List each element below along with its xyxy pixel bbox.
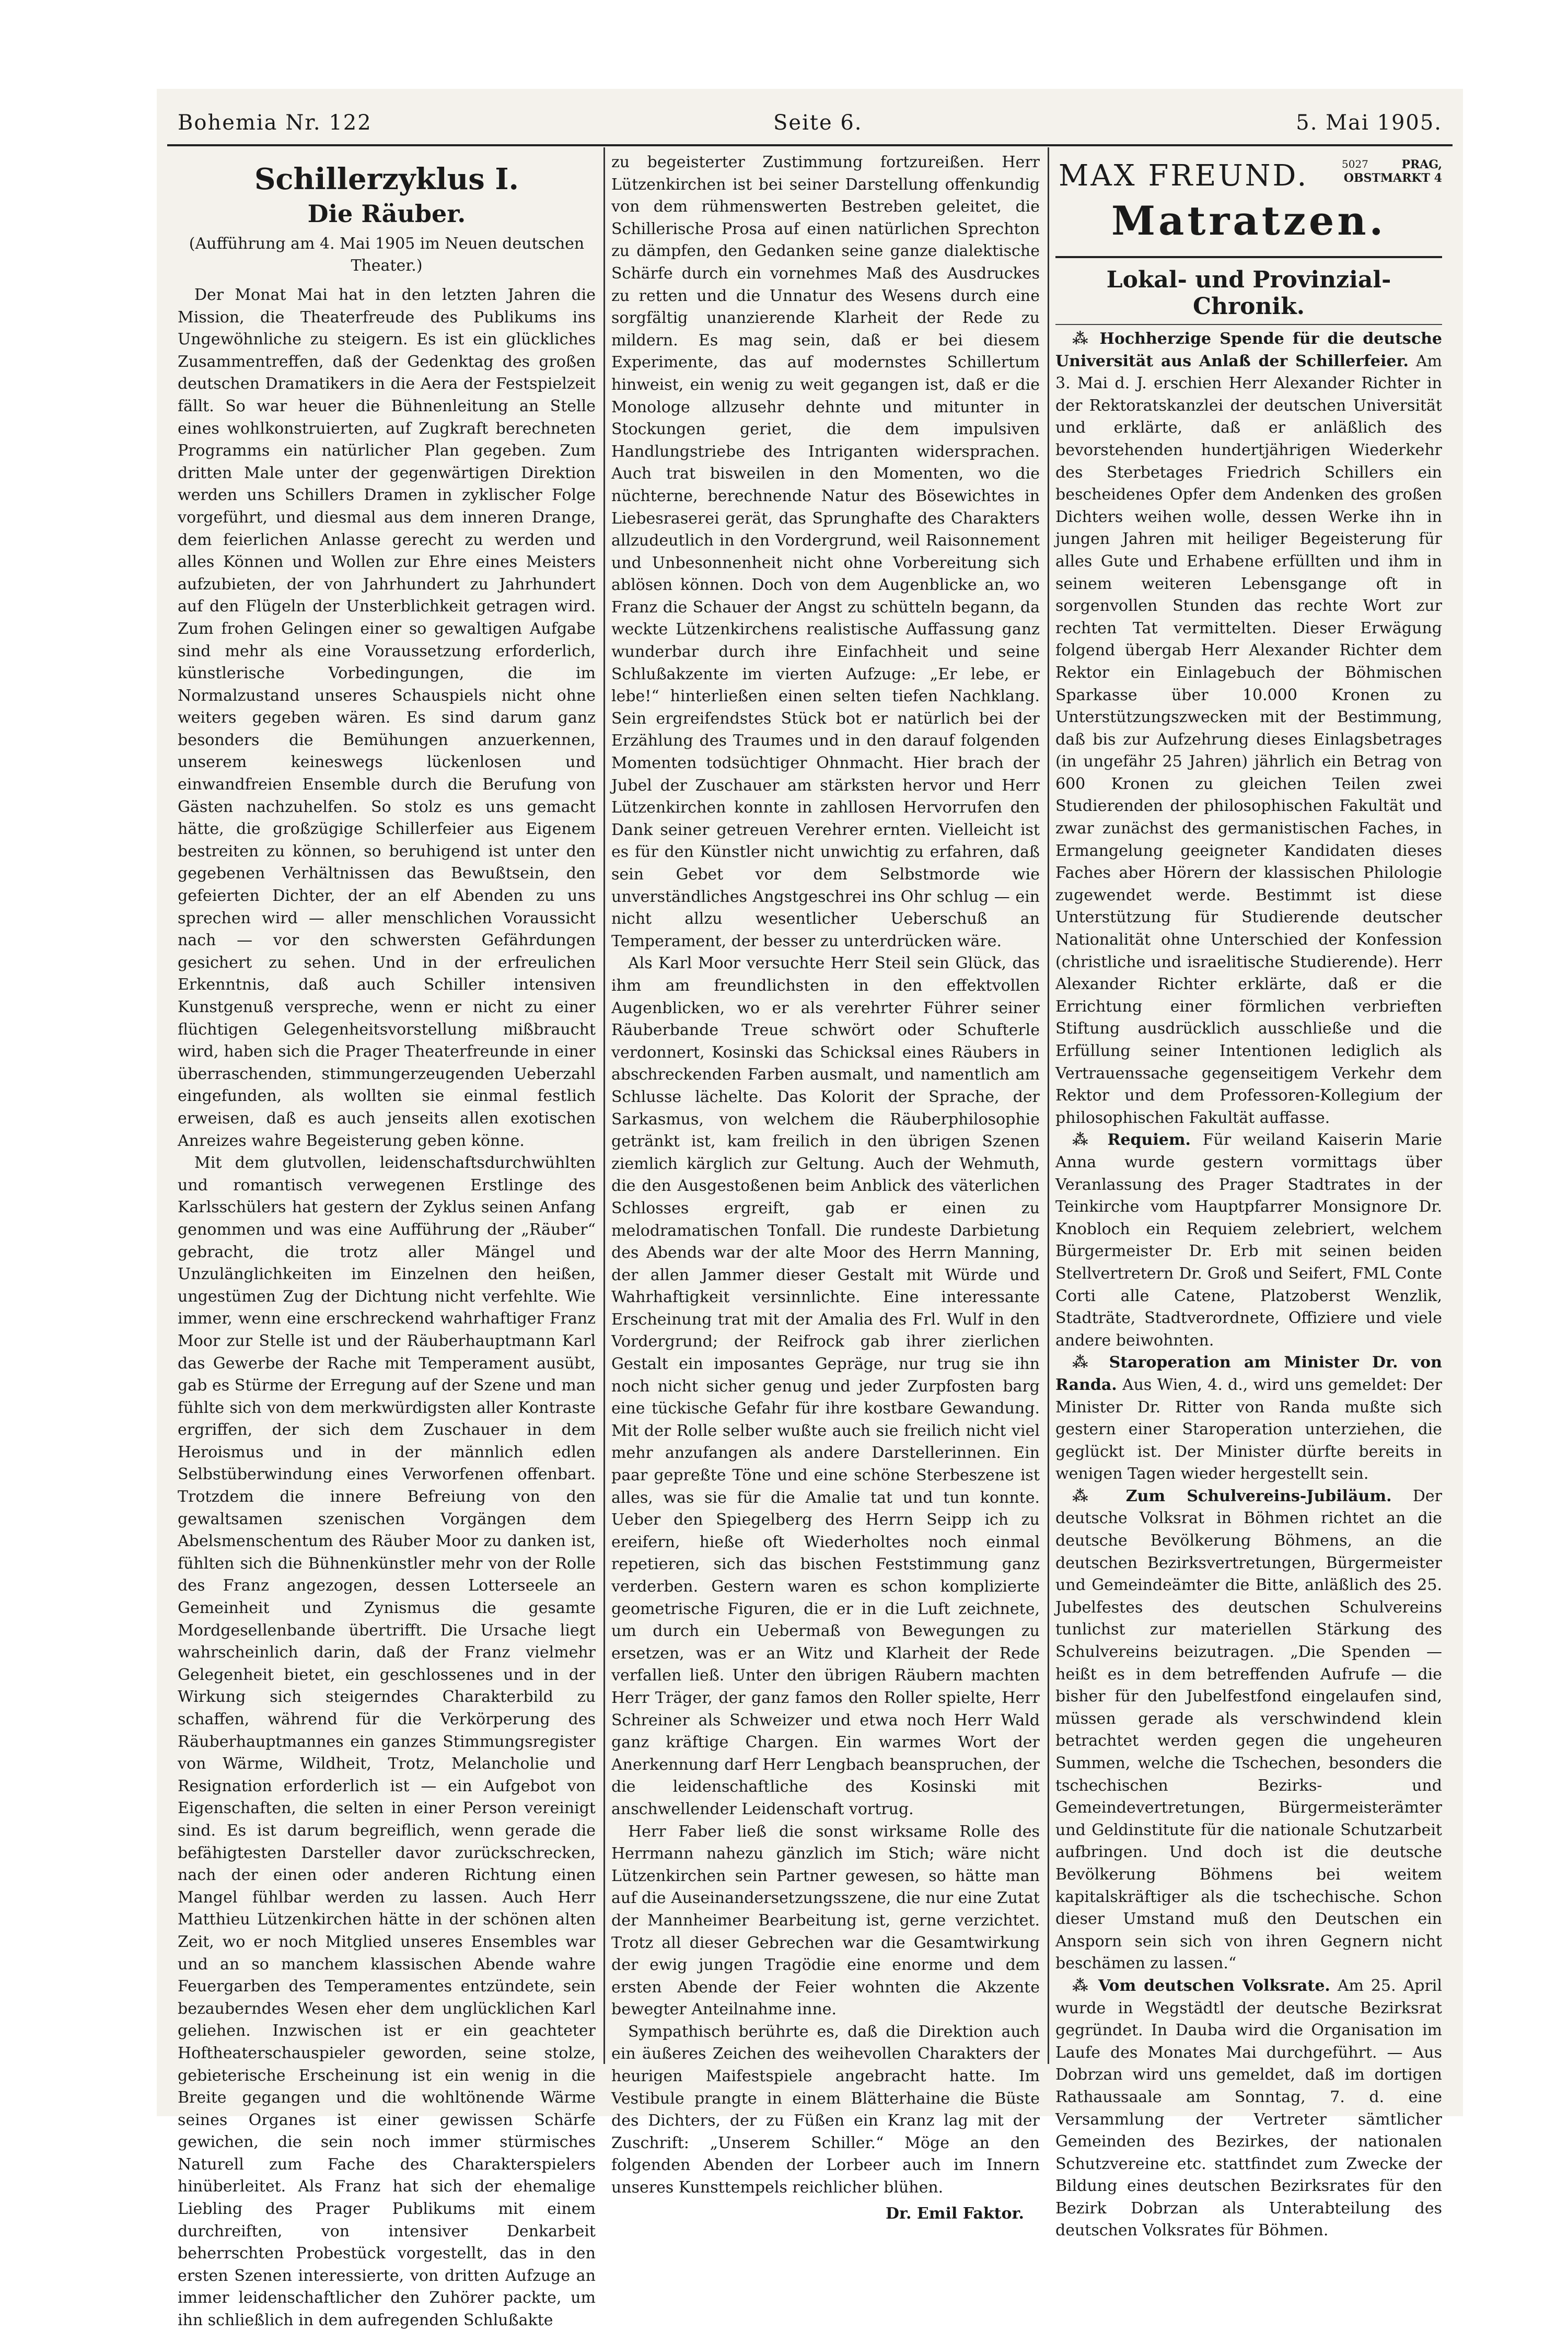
article-paragraph: Als Karl Moor versuchte Herr Steil sein Glück, das ihm am freundlichsten in den effektvollen Augenblicken, wo er als verehrter Führer seiner Räuberbande Treue schwört oder Schufterle verdonnert, Kosinski das Schicksal eines Räubers in abschreckenden Farben ausmalt, und namentlich am Schlusse lächelte. Das Kolorit der Sprache, der Sarkasmus, von welchem die Räuberphilosophie getränkt ist, kam freilich in den übrigen Szenen ziemlich kärglich zur Geltung. Auch der Wehmuth, die den Ausgestoßenen beim Anblick des väterlichen Schlosses ergreift, gab er einen zu melodramatischen Tonfall. Die rundeste Darbietung des Abends war der alte Moor des Herrn Manning, der allen Jammer dieser Gestalt mit Würde und Wahrhaftigkeit versinnlichte. Eine interessante Erscheinung trat mit der Amalia des Frl. Wulf in den Vordergrund; der Reifrock gab ihrer zierlichen Gestalt ein imposantes Gepräge, nur trug sie ihn noch nicht sicher genug und jeder Zurpfosten barg eine tückische Gefahr für ihre kostbare Gewandung. Mit der Rolle selber wußte auch sie freilich nicht viel mehr anzufangen als andere Darstellerinnen. Ein paar gepreßte Töne und eine schöne Sterbeszene ist alles, was sie für die Amalie tat und tun konnte. Ueber den Spiegelberg des Herrn Seipp ich zu ereifern, hieße oft Wiederholtes noch einmal repetieren, sich das bischen Feststimmung ganz verderben. Gestern waren es schon komplizierte geometrische Figuren, die er in die Luft zeichnete, um durch ein Uebermaß von Bewegungen zu ersetzen, was er an Witz und Klarheit der Rede verfallen ließ. Unter den übrigen Räubern machten Herr Träger, der ganz famos den Roller spielte, Herr Schreiner als Schweizer und etwa noch Herr Wald ganz kräftige Chargen. Ein warmes Wort der Anerkennung darf Herr Lengbach beanspruchen, der die leidenschaftliche des Kosinski mit anschwellender Leidenschaft vortrug.	[611, 954, 1040, 1818]
article-paragraph: Herr Faber ließ die sonst wirksame Rolle des Herrmann nahezu gänzlich im Stich; wäre nicht Lützenkirchen sein Partner gewesen, so hätte man auf die Auseinandersetzungsszene, die nur eine Zutat der Mannheimer Bearbeitung ist, gerne verzichtet. Trotz all dieser Gebrechen war die Gesamtwirkung der ewig jungen Tragödie eine enorme und dem ersten Abende der Feier wohnten die Akzente bewegter Anteilnahme inne.	[611, 1822, 1040, 2019]
news-headline: Zum Schulvereins-Jubiläum.	[1125, 1487, 1392, 1505]
ad-location-city: PRAG,	[1401, 158, 1442, 171]
column-3	[1055, 152, 1442, 2240]
news-body: Am 3. Mai d. J. erschien Herr Alexander Richter in der Rektoratskanzlei der deutschen Universität und erklärte, daß er anläßlich des bevorstehenden hundertjährigen Wiederkehr des Sterbetages Friedrich Schillers ein bescheidenes Opfer dem Andenken des großen Dichters weihen wolle, dessen Werke ihn in jungen Jahren mit heiliger Begeisterung für alles Gute und Erhabene erfüllten und ihm in seinem weiteren Lebensgange oft in sorgenvollen Stunden das rechte Wort zur rechten Tat vermittelten. Dieser Erwägung folgend übergab Herr Alexander Richter dem Rektor ein Einlagebuch der Böhmischen Sparkasse über 10.000 Kronen zu Unterstützungszwecken mit der Bestimmung, daß bis zur Aufzehrung dieses Einlagsbetrages (in ungefähr 25 Jahren) jährlich ein Betrag von 600 Kronen zu gleichen Teilen zwei Studierenden der philosophischen Fakultät und zwar zunächst des germanistischen Faches, in Ermangelung geeigneter Kandidaten dieses Faches aber Hörern der klassischen Philologie zugewendet werde. Bestimmt ist diese Unterstützung für Studierende deutscher Nationalität ohne Unterschied der Konfession (christliche und israelitische Studierende). Herr Alexander Richter erklärte, daß er die Errichtung einer förmlichen verbrieften Stiftung ausdrücklich ausschließe und die Erfüllung seiner Intentionen lediglich als Vertrauenssache gegenseitigem Verkehr dem Rektor und dem Professoren-Kollegium der philosophischen Fakultät auffasse.	[1055, 352, 1442, 1127]
article-note: (Aufführung am 4. Mai 1905 im Neuen deutschen Theater.)	[189, 235, 585, 275]
header-page-number: Seite 6.	[773, 111, 863, 135]
header-date: 5. Mai 1905.	[1296, 111, 1442, 135]
newspaper-page	[157, 89, 1463, 2330]
article-paragraph: zu begeisterter Zustimmung fortzureißen. Herr Lützenkirchen ist bei seiner Darstellung offenkundig von dem rühmenswerten Bestreben geleitet, die Schillerische Prosa auf einen natürlichen Sprechton zu dämpfen, den Gedanken seine ganze dialektische Schärfe durch ein vornehmes Maß des Ausdruckes zu retten und die Unnatur des Wesens durch eine sorgfältig unanzierende Klarheit der Rede zu mildern. Es mag sein, daß er bei diesem Experimente, das auf modernstes Schillertum hinweist, ein wenig zu weit gegangen ist, daß er die Monologe allzusehr dehnte und mitunter in Stockungen geriet, die dem impulsiven Handlungstriebe des Intriganten widersprachen. Auch trat bisweilen in den Momenten, wo die nüchterne, berechnende Natur des Bösewichtes in Liebesraserei gerät, das Sprunghafte des Charakters allzudeutlich in den Vordergrund, weil Raisonnement und Unbesonnenheit nicht ohne Vorbereitung sich ablösen können. Doch von dem Augenblicke an, wo Franz die Schauer der Angst zu schütteln begann, da weckte Lützenkirchens realistische Auffassung ganz wunderbar durch ihre Einfachheit und seine Schlußakzente im vierten Aufzuge: „Er lebe, er lebe!“ hinterließen einen selten tiefen Nachklang. Sein ergreifendstes Stück bot er natürlich bei der Erzählung des Traumes und in den darauf folgenden Momenten todsüchtiger Ohnmacht. Hier brach der Jubel der Zuschauer am stärksten hervor und Herr Lützenkirchen konnte in zahllosen Hervorrufen den Dank seiner getreuen Verehrer ernten. Vielleicht ist es für den Künstler nicht unwichtig zu erfahren, daß sein Gebet vor dem Selbstmorde wie unverständliches Angstgeschrei ins Ohr schlug — ein nicht allzu wesentlicher Ueberschuß an Temperament, der besser zu unterdrücken wäre.	[611, 153, 1040, 950]
bullet-icon: ⁂	[1072, 1353, 1109, 1372]
advertisement	[1055, 152, 1442, 258]
news-body: Am 25. April wurde in Wegstädtl der deutsche Bezirksrat gegründet. In Dauba wird die Organisation im Laufe des Monates Mai durchgeführt. — Aus Dobrzan wird uns gemeldet, daß im dortigen Rathaussaale am Sonntag, 7. d. eine Versammlung der Vertreter sämtlicher Gemeinden des Bezirkes, der nationalen Schutzvereine etc. stattfindet zum Zwecke der Bildung eines deutschen Bezirksrates für den Bezirk Dobrzan als Unterabteilung des deutschen Volksrates für Böhmen.	[1055, 1976, 1442, 2240]
ad-headline: Matratzen.	[1111, 198, 1387, 244]
bullet-icon: ⁂	[1072, 1976, 1098, 1995]
news-item	[1055, 1352, 1442, 1486]
ad-name: MAX FREUND.	[1059, 159, 1309, 193]
header-rule	[167, 144, 1453, 146]
column-1	[178, 152, 596, 2330]
column-rule	[603, 147, 605, 2064]
news-body: Der deutsche Volksrat in Böhmen richtet an die deutsche Bevölkerung Böhmens, an die deutschen Bezirksvertretungen, Bürgermeister und Gemeindeämter die Bitte, anläßlich des 25. Jubelfestes des deutschen Schulvereins tunlichst zur materiellen Stärkung des Schulvereins beizutragen. „Die Spenden — heißt es in dem betreffenden Aufrufe — die bisher für den Jubelfestfond eingelaufen sind, müssen gerade als verschwindend klein betrachtet werden gegen die ungeheuren Summen, welche die Tschechen, besonders die tschechischen Bezirks- und Gemeindevertretungen, Bürgermeisterämter und Geldinstitute für die nationale Schutzarbeit aufbringen. Und doch ist die deutsche Bevölkerung Böhmens bei weitem kapitalskräftiger als die tschechische. Schon dieser Umstand muß den Deutschen ein Ansporn sein sich von ihren Gegnern nicht beschämen zu lassen.“	[1055, 1487, 1442, 1973]
news-headline: Vom deutschen Volksrate.	[1098, 1976, 1330, 1995]
news-headline: Staroperation am Minister Dr. von Randa.	[1055, 1353, 1442, 1394]
ad-location-street: OBSTMARKT 4	[1343, 171, 1442, 185]
column-2	[611, 152, 1040, 2223]
news-headline: Requiem.	[1107, 1131, 1191, 1150]
article-signature: Dr. Emil Faktor.	[885, 2204, 1024, 2223]
news-item	[1055, 1486, 1442, 1975]
bullet-icon: ⁂	[1072, 1131, 1108, 1150]
bullet-icon: ⁂	[1072, 330, 1100, 348]
ad-location	[1344, 158, 1442, 185]
news-body: Für weiland Kaiserin Marie Anna wurde gestern vormittags über Veranlassung des Prager Stadtrates in der Teinkirche vom Hauptpfarrer Monsignore Dr. Knobloch ein Requiem zelebriert, welchem Bürgermeister Dr. Erb mit seinen beiden Stellvertretern Dr. Groß und Seifert, FML Conte Corti alle Catene, Platzoberst Wenzlik, Stadträte, Stadtverordnete, Offiziere und viele andere beiwohnten.	[1055, 1131, 1442, 1350]
section-title: Lokal- und Provinzial-Chronik.	[1055, 266, 1442, 325]
bullet-icon: ⁂	[1072, 1487, 1126, 1505]
header-masthead: Bohemia Nr. 122	[178, 111, 372, 135]
article-paragraph: Sympathisch berührte es, daß die Direktion auch ein äußeres Zeichen des weihevollen Charakters der heurigen Maifestspiele angebracht hatte. Im Vestibule prangte in einem Blätterhaine die Büste des Dichters, der zu Füßen ein Kranz lag mit der Zuschrift: „Unserem Schiller.“ Möge an den folgenden Abenden der Lorbeer auch im Innern unseres Kunsttempels reichlicher blühen.	[611, 2022, 1040, 2197]
news-headline: Hochherzige Spende für die deutsche Universität aus Anlaß der Schillerfeier.	[1055, 330, 1442, 370]
article-paragraph: Der Monat Mai hat in den letzten Jahren die Mission, die Theaterfreude des Publikums ins Ungewöhnliche zu steigern. Es ist ein glückliches Zusammentreffen, daß der Gedenktag des großen deutschen Dramatikers in die Aera der Festspielzeit fällt. So war heuer die Bühnenleitung an Stelle eines wohlkonstruierten, auf Zugkraft berechneten Programms ein natürlicher Plan gegeben. Zum dritten Male unter der gegenwärtigen Direktion werden uns Schillers Dramen in zyklischer Folge vorgeführt, und diesmal aus dem inneren Drange, dem feierlichen Anlasse gerecht zu werden und alles Können und Wollen zur Ehre eines Meisters aufzubieten, der von Jahrhundert zu Jahrhundert auf den Flügeln der Unsterblichkeit getragen wird. Zum frohen Gelingen einer so gewaltigen Aufgabe sind mehr als eine Voraussetzung erforderlich, künstlerische Vorbedingungen, die im Normalzustand unseres Schauspiels nicht ohne weiters gegeben wären. Es sind darum ganz besonders die Bemühungen anzuerkennen, unserem keineswegs lückenlosen und einwandfreien Ensemble durch die Berufung von Gästen nachzuhelfen. So stolz es uns gemacht hätte, die großzügige Schillerfeier aus Eigenem bestreiten zu können, so beruhigend ist unter den gegebenen Verhältnissen das Bewußtsein, den gefeierten Dichter, der an elf Abenden zu uns sprechen wird — aller menschlichen Voraussicht nach — vor den schwersten Gefährdungen gesichert zu sehen. Und in der erfreulichen Erkenntnis, daß auch Schiller intensiven Kunstgenuß verspreche, wenn er nicht zu einer flüchtigen Gelegenheitsvorstellung mißbraucht wird, haben sich die Prager Theaterfreunde in einer überraschenden, stimmungerzeugenden Ueberzahl eingefunden, als wollten sie einmal festlich erweisen, daß es auch jenseits allen exotischen Anreizes wahre Begeisterung geben könne.	[178, 286, 596, 1150]
news-item	[1055, 1975, 1442, 2242]
news-item	[1055, 328, 1442, 1129]
article-paragraph: Mit dem glutvollen, leidenschaftsdurchwühlten und romantisch verwegenen Erstlinge des Karlsschülers hat gestern der Zyklus seinen Anfang genommen und was eine Aufführung der „Räuber“ gebracht, die trotz aller Mängel und Unzulänglichkeiten im Einzelnen den heißen, ungestümen Zug der Dichtung nicht verfehlte. Wie immer, wenn eine erschreckend wahrhaftiger Franz Moor zur Stelle ist und der Räuberhauptmann Karl das Gewerbe der Rache mit Temperament ausübt, gab es Stürme der Erregung auf der Szene und man fühlte sich von dem merkwürdigsten aller Kontraste ergriffen, der sich dem Zuschauer in dem Heroismus und in der männlich edlen Selbstüberwindung eines Verworfenen offenbart. Trotzdem die innere Befreiung von den gewaltsamen szenischen Vorgängen dem Abelsmenschentum des Räuber Moor zu danken ist, fühlten sich die Bühnenkünstler mehr von der Rolle des Franz angezogen, dessen Lotterseele an Gemeinheit und Zynismus die gesamte Mordgesellenbande übertrifft. Die Ursache liegt wahrscheinlich darin, daß der Franz vielmehr Gelegenheit bietet, ein geschlossenes und in der Wirkung sich steigerndes Charakterbild zu schaffen, während für die Verkörperung des Räuberhauptmannes ein ganzes Stimmungsregister von Wärme, Wildheit, Trotz, Melancholie und Resignation erforderlich ist — ein Aufgebot von Eigenschaften, die selten in einer Person vereinigt sind. Es ist darum begreiflich, wenn gerade die befähigtesten Darsteller davor zurückschrecken, nach der einen oder anderen Richtung einen Mangel fühlbar werden zu lassen. Auch Herr Matthieu Lützenkirchen hätte in der schönen alten Zeit, wo er noch Mitglied unseres Ensembles war und an so manchem klassischen Abende wahre Feuergarben des Temperamentes entzündete, sein bezauberndes Wesen eher dem unglücklichen Karl geliehen. Inzwischen ist er ein geachteter Hoftheaterschauspieler geworden, seine stolze, gebieterische Erscheinung ist ein wenig in die Breite gegangen und die wohltönende Wärme seines Organes ist einer gewissen Schärfe gewichen, die sein noch immer stürmisches Naturell zum Fache des Charakterspielers hinüberleitet. Als Franz hat sich der ehemalige Liebling des Prager Publikums mit einem durchreiften, von intensiver Denkarbeit beherrschten Probestück vorgestellt, das in den ersten Szenen interessierte, von dritten Aufzuge an immer leidenschaftlicher den Zuhörer packte, um ihn schließlich in dem aufregenden Schlußakte	[178, 1154, 596, 2330]
column-rule	[1048, 147, 1049, 2064]
article-title: Schillerzyklus I.	[254, 162, 519, 196]
news-item	[1055, 1129, 1442, 1352]
news-body: Aus Wien, 4. d., wird uns gemeldet: Der Minister Dr. Ritter von Randa mußte sich gestern einer Staroperation unterziehen, die geglückt ist. Der Minister dürfte bereits in wenigen Tagen wieder hergestellt sein.	[1055, 1375, 1442, 1483]
article-subtitle: Die Räuber.	[307, 200, 466, 228]
ad-number: 5027	[1342, 158, 1368, 170]
